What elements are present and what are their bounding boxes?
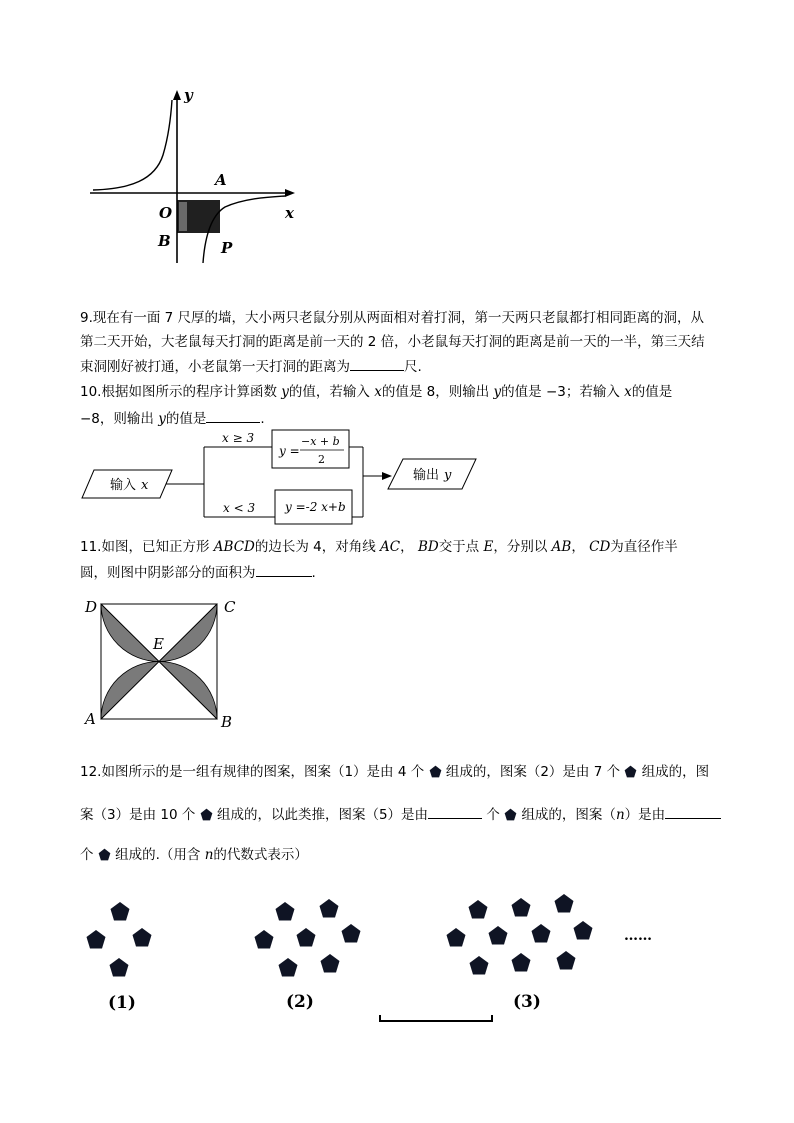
q10-var: x [624, 384, 632, 400]
formula-bottom: y =-2 x+b [285, 500, 346, 514]
q12-text: 组成的，图案（2）是由 7 个 [445, 764, 621, 780]
pattern-3 [447, 894, 593, 975]
q12-text: 案（3）是由 10 个 [80, 807, 196, 823]
program-flowchart [80, 428, 490, 530]
q11-text: 交于点 [438, 539, 480, 555]
formula-top-denominator: 2 [318, 453, 325, 466]
q12-var-n: n [204, 847, 214, 863]
q12-text: 个 [486, 807, 500, 823]
input-var: x [141, 478, 149, 493]
q11-answer-blank[interactable] [256, 562, 312, 577]
hyperbola-graph [85, 85, 305, 270]
blank-pattern-bracket [380, 1015, 492, 1021]
label-e: E [153, 635, 164, 653]
q11-var: AB [551, 539, 572, 555]
condition-bottom: x < 3 [223, 501, 256, 515]
q12-text: 的代数式表示） [213, 847, 308, 863]
q11-text: 为直径作半 [610, 539, 678, 555]
pentagon-icon [504, 808, 517, 821]
q10-text: 10.根据如图所示的程序计算函数 [80, 384, 277, 400]
q11-text: 的边长为 4，对角线 [254, 539, 376, 555]
pattern-2 [255, 899, 361, 977]
q9-unit: 尺. [404, 359, 422, 375]
q12-text: 组成的，图案（ [521, 807, 616, 823]
q12-answer-blank-2[interactable] [665, 804, 721, 819]
y-axis-label: y [184, 86, 193, 104]
q10-var: x [374, 384, 382, 400]
pattern-label-2: (2) [286, 992, 314, 1012]
q12-line-2 [80, 804, 721, 825]
q9-line-2: 第二天开始，大老鼠每天打洞的距离是前一天的 2 倍，小老鼠每天打洞的距离是前一天的一半，第三天结 [80, 334, 705, 350]
q12-text: 组成的，以此类推，图案（5）是由 [216, 807, 429, 823]
q10-var: y [158, 411, 166, 427]
pattern-label-1: (1) [108, 993, 136, 1013]
label-b: B [158, 232, 171, 250]
pentagon-icon [624, 765, 637, 778]
q12-text: 组成的，图 [641, 764, 710, 780]
q11-text: 圆，则图中阴影部分的面积为 [80, 565, 256, 581]
q10-text: 的值，若输入 [288, 384, 370, 400]
q11-var: ABCD [213, 539, 255, 555]
q11-line-1 [80, 537, 678, 557]
q11-text: ，分别以 [493, 539, 548, 555]
q12-var-n: n [615, 807, 625, 823]
label-d: D [85, 598, 98, 616]
pattern-label-3: (3) [513, 992, 541, 1012]
pentagon-patterns [80, 888, 680, 1036]
q10-answer-blank[interactable] [206, 408, 260, 423]
q9-line-3 [80, 356, 422, 377]
q12-text: 12.如图所示的是一组有规律的图案，图案（1）是由 4 个 [80, 764, 425, 780]
ellipsis: …… [624, 928, 652, 944]
hyperbola-branch-upper-left [93, 100, 172, 190]
q12-answer-blank-1[interactable] [428, 804, 482, 819]
label-a: A [85, 710, 96, 728]
q10-text: 的值是 [631, 384, 673, 400]
q10-text: . [260, 411, 265, 427]
q11-var: CD [589, 539, 611, 555]
q10-text: 的值是 −3；若输入 [501, 384, 620, 400]
q9-line-3-text: 束洞刚好被打通，小老鼠第一天打洞的距离为 [80, 359, 350, 375]
output-var: y [444, 468, 452, 483]
q12-text: 组成的.（用含 [115, 847, 201, 863]
q11-var: BD [417, 539, 439, 555]
label-c: C [224, 598, 236, 616]
label-p: P [221, 239, 233, 257]
q10-text: −8，则输出 [80, 411, 154, 427]
output-label: 输出 [413, 468, 440, 483]
formula-top-lhs: y = [279, 444, 300, 458]
q10-line-2 [80, 408, 265, 429]
q10-line-1 [80, 382, 672, 402]
label-b: B [221, 713, 233, 731]
q12-text: ）是由 [624, 807, 666, 823]
q9-answer-blank[interactable] [350, 356, 404, 371]
q11-var: AC [380, 539, 401, 555]
square-figure [80, 594, 250, 734]
input-label: 输入 [110, 478, 137, 493]
q10-text: 的值是 8，则输出 [381, 384, 490, 400]
q9-line-1: 9.现在有一面 7 尺厚的墙，大小两只老鼠分别从两面相对着打洞，第一天两只老鼠都打相同距离的洞，从 [80, 310, 705, 326]
q12-text: 个 [80, 847, 94, 863]
q10-text: 的值是 [165, 411, 207, 427]
condition-top: x ≥ 3 [222, 431, 255, 445]
pentagon-icon [429, 765, 442, 778]
label-a: A [215, 171, 227, 189]
formula-top-numerator: −x + b [301, 435, 340, 448]
q11-text: 11.如图，已知正方形 [80, 539, 210, 555]
label-o: O [159, 204, 173, 222]
pentagon-icon [98, 848, 111, 861]
q11-text: ， [400, 539, 414, 555]
q10-var: y [493, 384, 502, 400]
q11-text: . [311, 565, 316, 581]
q11-text: ， [571, 539, 585, 555]
x-axis-label: x [285, 204, 294, 222]
q11-line-2 [80, 562, 316, 583]
q11-var: E [483, 539, 494, 555]
q12-line-3 [80, 845, 308, 865]
pattern-1 [87, 902, 152, 977]
pentagon-icon [200, 808, 213, 821]
q12-line-1 [80, 762, 709, 782]
q10-var: y [281, 384, 289, 400]
